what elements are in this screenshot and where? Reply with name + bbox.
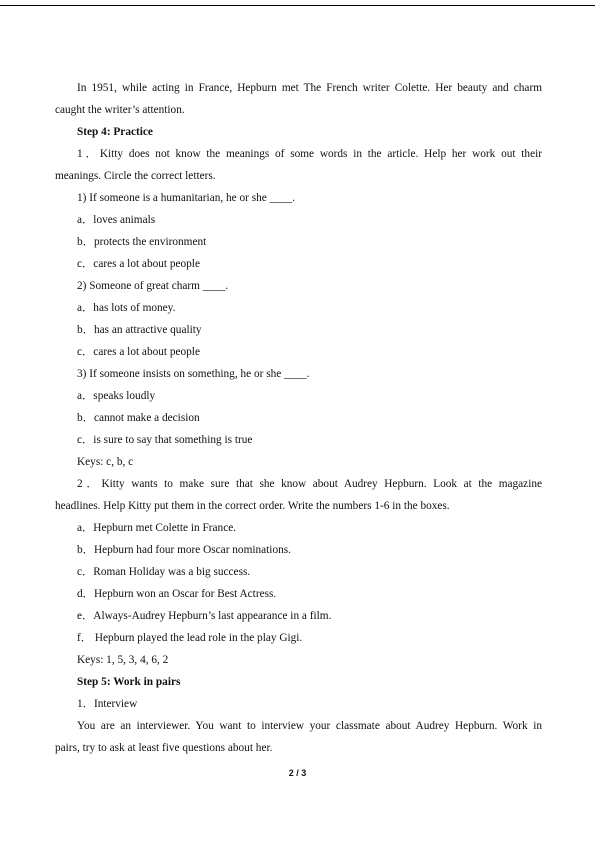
question-3: 3) If someone insists on something, he or she ____.: [77, 368, 310, 380]
headline-e: e．Always-Audrey Hepburn’s last appearance in a film.: [77, 610, 332, 622]
question-2-option-b: b．has an attractive quality: [77, 324, 202, 336]
document-body: [55, 77, 542, 759]
interview-paragraph-line-2: pairs, try to ask at least five questions about her.: [55, 742, 273, 754]
question-1: 1) If someone is a humanitarian, he or she ____.: [77, 192, 296, 204]
step-5-heading: Step 5: Work in pairs: [77, 676, 181, 688]
intro-paragraph-line-2: caught the writer’s attention.: [55, 104, 185, 116]
interview-label: 1．Interview: [77, 698, 138, 710]
page-number: 2 / 3: [288, 768, 307, 778]
question-1-option-b: b．protects the environment: [77, 236, 207, 248]
question-1-option-a: a．loves animals: [77, 214, 156, 226]
header-rule: [0, 5, 595, 6]
task-2-instruction-line-1: 2．Kitty wants to make sure that she know about Audrey Hepburn. Look at the magazine: [77, 478, 542, 490]
step-4-heading: Step 4: Practice: [77, 126, 153, 138]
interview-paragraph-line-1: You are an interviewer. You want to interview your classmate about Audrey Hepburn. Work in: [77, 720, 542, 732]
headline-a: a．Hepburn met Colette in France.: [77, 522, 237, 534]
intro-paragraph-line-1: In 1951, while acting in France, Hepburn met The French writer Colette. Her beauty and charm: [77, 82, 542, 94]
answer-keys-2: Keys: 1, 5, 3, 4, 6, 2: [77, 654, 169, 666]
headline-d: d．Hepburn won an Oscar for Best Actress.: [77, 588, 277, 600]
headline-c: c．Roman Holiday was a big success.: [77, 566, 251, 578]
question-2-option-c: c．cares a lot about people: [77, 346, 200, 358]
question-1-option-c: c．cares a lot about people: [77, 258, 200, 270]
task-1-instruction-line-2: meanings. Circle the correct letters.: [55, 170, 216, 182]
headline-b: b．Hepburn had four more Oscar nominations.: [77, 544, 291, 556]
question-3-option-b: b．cannot make a decision: [77, 412, 200, 424]
task-1-instruction-line-1: 1．Kitty does not know the meanings of some words in the article. Help her work out their: [77, 148, 542, 160]
answer-keys-1: Keys: c, b, c: [77, 456, 134, 468]
question-2: 2) Someone of great charm ____.: [77, 280, 229, 292]
question-3-option-c: c．is sure to say that something is true: [77, 434, 253, 446]
question-3-option-a: a．speaks loudly: [77, 390, 156, 402]
question-2-option-a: a．has lots of money.: [77, 302, 176, 314]
headline-f: f． Hepburn played the lead role in the play Gigi.: [77, 632, 303, 644]
task-2-instruction-line-2: headlines. Help Kitty put them in the correct order. Write the numbers 1-6 in the boxes.: [55, 500, 450, 512]
